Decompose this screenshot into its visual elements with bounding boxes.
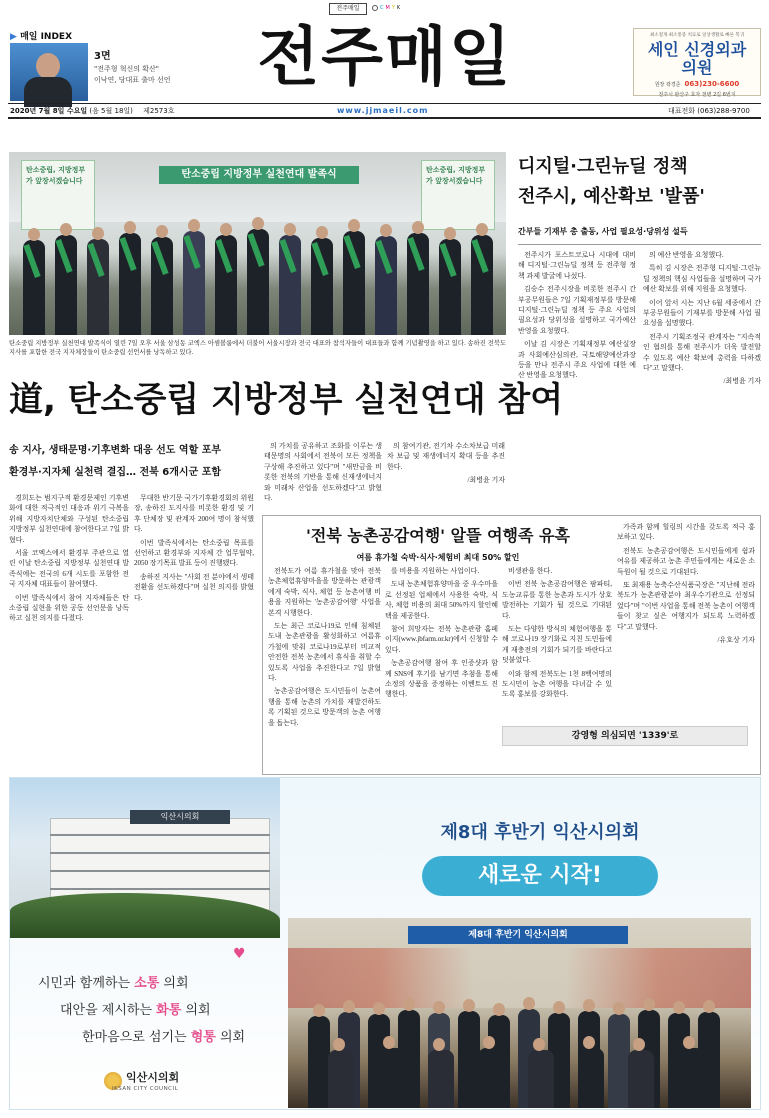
lead-col2: 무대한 반기문 국가기후환경회의 위원장, 송하진 도지사를 비롯한 환경 및 기후 단체장 및 관계자 200여 명이 참석했다. 이번 발족식에서는 탄소중립 목표를 선언하고 환경부와 지자체 간 업무협약, 2050 장기목표 발표 등이 진행됐다. 송하진 지사는 "사회 전 분야에서 생태 전환을 선도하겠다"며 실천 의지를 밝혔다. xyxy=(134,494,254,602)
lead-headline: 道, 탄소중립 지방정부 실천연대 참여 xyxy=(9,380,564,420)
council-ad xyxy=(9,777,761,1110)
lead-col3: 의 가치를 공유하고 조화를 이루는 생태문명의 사회에서 전북이 모든 정책을 구상해 추진하고 있다"며 "새만금을 비롯한 전북의 기반을 통해 신재생에너지와 미래차 산업을 선도하겠다"고 밝혔다. xyxy=(264,442,382,503)
building-sign: 익산시의회 xyxy=(130,810,230,824)
side-subhead: 간부들 기재부 총 출동, 사업 필요성·당위성 설득 xyxy=(518,227,688,236)
feature-col1: 전북도가 여름 휴가철을 맞아 전북 농촌체험휴양마을을 방문하는 관광객에게 숙박, 식사, 체험 등 농촌여행 비용을 지원하는 '농촌공감여행' 사업을 본격 시행한다. 도는 최근 코로나19로 인해 침체된 도내 농촌관광을 활성화하고 여름휴가철에 맞춰 코로나19로부터 비교적 안전한 전북 농촌에서 휴식을 취할 수 있도록 사업을 추진한다고 7일 밝혔다. 농촌공감여행은 도시민들이 농촌여행을 통해 농촌의 가치를 재발견하도록 기획된 것으로 방문객의 농촌 여행을 돕는다. xyxy=(268,567,381,727)
photo-banner: 탄소중립 지방정부 실천연대 발족식 xyxy=(159,166,359,184)
masthead-title: 전주매일 xyxy=(257,21,513,95)
feature-subhead: 여름 휴가철 숙박·식사·체험비 최대 50% 할인 xyxy=(356,553,520,562)
feature-col3: 비생관을 한다. 이번 전북 농촌공감여행은 팜파티, 도농교류를 통한 농촌과 도시가 상호 발전하는 기회가 될 것으로 기대된다. 도는 다양한 방식의 체험여행을 통해 코로나19 장기화로 지친 도민들에게 재충전의 기회가 되기를 바란다고 덧붙였다. 이와 함께 전북도는 1천 8백여명의 도시민이 농촌 여행을 다녀갈 수 있도록 홍보를 강화한다. xyxy=(502,567,612,699)
slogan-1: 시민과 함께하는 소통 의회 xyxy=(38,976,189,991)
index-lines: "전주형 혁신의 확산" 이낙연, 당대표 출마 선언 xyxy=(94,65,171,84)
dateline: 2020년 7월 8일 수요일 (음 5월 18일) 제2573호 xyxy=(10,107,175,115)
ad-subtitle: 새로운 시작! xyxy=(422,856,658,896)
group-photo xyxy=(288,918,751,1108)
health-promo: 강영형 의심되면 '1339'로 xyxy=(502,726,748,746)
council-name-en: IKSAN CITY COUNCIL xyxy=(112,1086,179,1092)
council-name: 익산시의회 xyxy=(126,1071,180,1084)
photo-caption: 탄소중립 지방정부 실천연대 발족식이 열린 7일 오후 서울 삼성동 코엑스 아셈볼룸에서 더불어 서울시장과 전국 대표와 참석자들이 대표들과 함께 기념촬영을 하고 있다. 송하진 전북도지사를 포함한 전국 지자체장들이 탄소중립 선언서를 낭독하고 있다. xyxy=(9,340,506,356)
main-phone: 대표전화 (063)288-9700 xyxy=(668,107,750,115)
sponsor-phone: 063)230-6600 xyxy=(684,80,740,88)
index-page: 3면 xyxy=(94,51,111,62)
side-col1: 전주시가 포스트코로나 시대에 대비해 디지털·그린뉴딜 정책 등 전주형 정책 과제 발굴에 나섰다. 김승수 전주시장을 비롯한 전주시 간부공무원들은 7일 기획재정부를 방문해 디지털·그린뉴딜 정책 등 주요 사업의 필요성과 당위성을 설명하고 국가예산 반영을 요청했다. 이날 김 시장은 기획재정부 예산실장과 사회예산심의관, 국토해양예산과장 등을 만나 전주시 주요 사업에 대한 예산 반영을 요청했다. xyxy=(518,251,636,380)
lead-subheads: 송 지사, 생태문명·기후변화 대응 선도 역할 포부 환경부·지자체 실천력 결집… 전북 6개시군 포함 xyxy=(9,445,222,478)
lead-photo xyxy=(9,152,506,335)
slogan-3: 한마음으로 섬기는 형통 의회 xyxy=(82,1030,246,1045)
index-box xyxy=(10,29,240,101)
sponsor-name: 세인 신경외과 의원 xyxy=(647,40,747,77)
feature-col4: 가족과 함께 힐링의 시간을 갖도록 적극 홍보하고 있다. 전북도 농촌공감여행은 도시민들에게 쉼과 여유를 제공하고 농촌 주민들에게는 새로운 소득원이 될 것으로 기대된다. 또 최재용 농축수산식품국장은 "지난해 전라북도가 농촌관광분야 최우수기관으로 선정되었다"며 "이번 사업을 통해 전북 농촌이 여행객들이 찾고 싶은 여행지가 되도록 노력하겠다"고 말했다. /유호상 기자 xyxy=(617,523,755,645)
slogan-2: 대안을 제시하는 화통 의회 xyxy=(60,1003,211,1018)
heart-icon: ♥ xyxy=(233,946,246,962)
group-photo-banner: 제8대 후반기 익산시의회 xyxy=(408,926,628,944)
site-url[interactable]: www.jjmaeil.com xyxy=(337,106,429,115)
building-photo xyxy=(10,778,280,938)
side-col2: 의 예산 반영을 요청했다. 특히 김 시장은 전주형 디지털·그린뉴딜 정책의 핵심 사업들을 설명하며 국가예산 확보를 위해 지원을 요청했다. 이어 앞서 시는 지난 6월 세종에서 간부공무원들이 기재부를 방문해 사업 필요성을 설명했다. 전주시 기획조정국 관계자는 "지속적인 협의를 통해 전주시가 더욱 발전할 수 있도록 예산 확보에 총력을 다하겠다"고 말했다. /최병윤 기자 xyxy=(643,251,761,386)
lead-col4: 의 참여기관, 전기차 수소차보급 미래차 보급 및 재생에너지 확대 등을 추진한다. /최병윤 기자 xyxy=(387,442,505,485)
lead-col1: 경희도는 범지구적 환경문제인 기후변화에 대한 적극적인 대응과 위기 극복을 위해 지방자치단체와 구성된 탄소중립 지방정부 실천연대에 참여한다고 7일 밝혔다. 서울 코엑스에서 환경부 주관으로 열린 이날 탄소중립 지방정부 실천연대 발족식에는 전국의 6개 시도를 포함한 전국 지자체 대표들이 참여했다. 이번 발족식에서 참여 지자체들은 탄소중립 실현을 위한 공동 선언문을 낭독하고 실천 의지를 다졌다. xyxy=(9,494,129,623)
feature-col2: 를 비용을 지원하는 사업이다. 도내 농촌체험휴양마을 중 우수마을로 선정된 업체에서 사용한 숙박, 식사, 체험 비용의 최대 50%까지 할인혜택을 제공한다. 참여 희망자는 전북 농촌관광 홈페이지(www.jbfarm.or.kr)에서 신청할 수 있다. 농촌공감여행 참여 후 인증샷과 함께 SNS에 후기를 남기면 추첨을 통해 소정의 상품을 증정하는 이벤트도 진행한다. xyxy=(385,567,498,699)
ad-title: 제8대 후반기 익산시의회 xyxy=(440,822,640,843)
photo-sign-left: 탄소중립, 지방정부가 앞장서겠습니다 xyxy=(21,160,95,230)
top-label: 전주매일 xyxy=(329,3,367,15)
slogans xyxy=(32,970,282,1051)
sponsor-ad: 최소절개·최소통증 치료로 일상생활로 빠른 복귀 세인 신경외과 의원 원장 곽경준 063)230-6600 전주시 완산구 효자 천변 2길 6번지 xyxy=(633,28,761,96)
feature-headline: '전북 농촌공감여행' 알뜰 여행족 유혹 xyxy=(306,526,570,545)
side-headline: 디지털·그린뉴딜 정책 전주시, 예산확보 '발품' xyxy=(518,156,705,207)
cmyk-marks: C M Y K xyxy=(372,5,400,11)
photo-sign-right: 탄소중립, 지방정부가 앞장서겠습니다 xyxy=(421,160,495,230)
index-photo xyxy=(10,43,88,101)
index-title: ▶ 매일 INDEX xyxy=(10,32,73,42)
